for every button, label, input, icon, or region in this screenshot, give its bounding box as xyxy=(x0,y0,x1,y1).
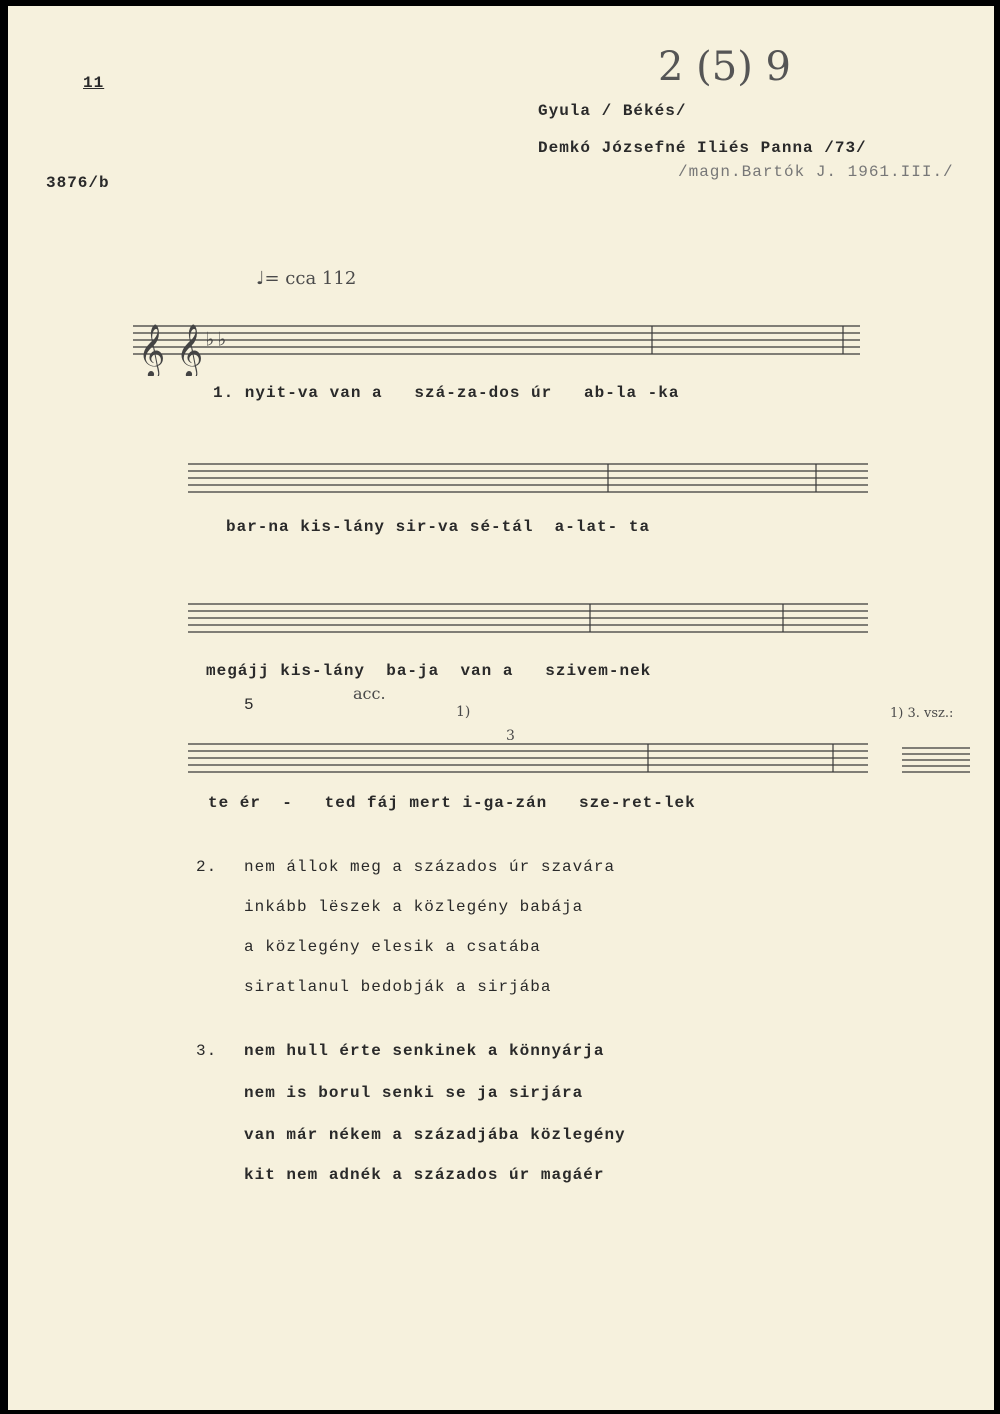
verse-line: nem állok meg a százados úr szavára xyxy=(244,858,616,876)
performer-label: Demkó Józsefné Iliés Panna /73/ xyxy=(538,139,867,157)
music-staff-4 xyxy=(8,734,994,794)
lyric-line-3: megájj kis-lány ba-ja van a szivem-nek xyxy=(206,662,652,680)
quintuplet-mark: 5 xyxy=(244,696,255,714)
recording-label: /magn.Bartók J. 1961.III./ xyxy=(678,163,954,181)
verse-line: nem hull érte senkinek a könnyárja xyxy=(244,1042,605,1060)
verse-line: siratlanul bedobják a sirjába xyxy=(244,978,552,996)
tempo-marking: ♩= cca 112 xyxy=(256,268,357,289)
verse-line: inkább lëszek a közlegény babája xyxy=(244,898,584,916)
verse-line: kit nem adnék a százados úr magáér xyxy=(244,1166,605,1184)
music-staff-2 xyxy=(8,454,994,514)
lyric-line-2: bar-na kis-lány sir-va sé-tál a-lat- ta xyxy=(226,518,651,536)
verse-line: van már nékem a századjába közlegény xyxy=(244,1126,626,1144)
music-staff-3 xyxy=(8,594,994,654)
svg-text:𝄞: 𝄞 xyxy=(176,323,204,376)
verse-number: 2. xyxy=(196,858,218,876)
triplet-mark: 3 xyxy=(506,728,515,744)
verse-number: 3. xyxy=(196,1042,218,1060)
verse-line: a közlegény elesik a csatába xyxy=(244,938,541,956)
svg-text:𝄞: 𝄞 xyxy=(138,323,166,376)
footnote-mark: 1) xyxy=(456,704,471,720)
handwritten-number: 2 (5) 9 xyxy=(658,44,791,90)
lyric-line-4: te ér - ted fáj mert i-ga-zán sze-ret-lek xyxy=(208,794,696,812)
music-staff-1 xyxy=(8,316,994,376)
page-number: 11 xyxy=(83,74,105,92)
verse-line: nem is borul senki se ja sirjára xyxy=(244,1084,584,1102)
svg-text:♭♭: ♭♭ xyxy=(204,330,229,353)
catalog-number: 3876/b xyxy=(46,174,110,192)
footnote-staff xyxy=(900,740,980,790)
lyric-line-1: 1. nyit-va van a szá-za-dos úr ab-la -ka xyxy=(213,384,680,402)
location-label: Gyula / Békés/ xyxy=(538,102,687,120)
acc-marking: acc. xyxy=(353,684,386,703)
footnote-label: 1) 3. vsz.: xyxy=(890,706,954,721)
document-page xyxy=(8,6,994,1410)
